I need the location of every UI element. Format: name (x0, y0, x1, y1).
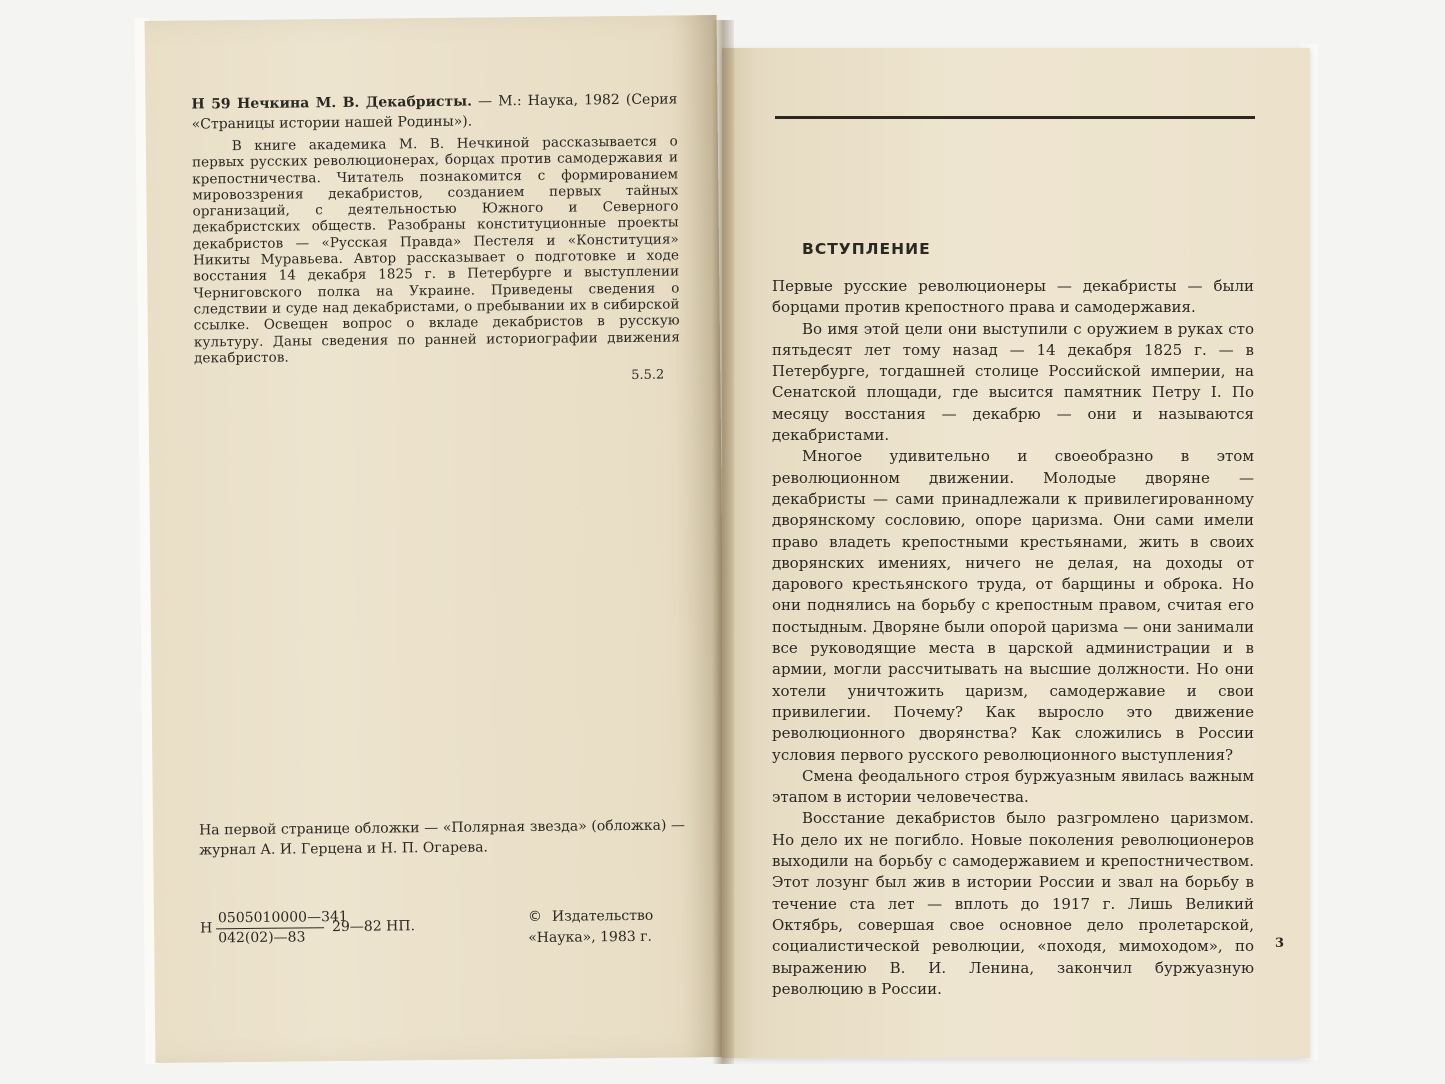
publisher-line-2: «Наука», 1983 г. (528, 928, 653, 947)
catalog-denominator: 042(02)—83 (218, 929, 306, 947)
catalog-tail: 29—82 НП. (331, 918, 416, 936)
paragraph: Смена феодального строя буржуазным явилась важным этапом в истории человечества. (772, 766, 1254, 807)
catalog-numerator: 0505010000—341 (217, 908, 348, 927)
copyright-notice (528, 906, 654, 949)
paragraph: Первые русские революционеры — декабристы — были борцами против крепостного права и самодержавия. (772, 277, 1254, 317)
book-gutter (712, 20, 734, 1064)
paragraph: Многое удивительно и своеобразно в этом революционном движении. Молодые дворяне — декабристы — сами принадлежали к привилегированному дворянскому сословию, опоре царизма. Они сами имели право владеть крепостными крестьянами, жить в своих дворянских имениях, ничего не делая, на доходы от дарового крестьянского труда, от барщины и оброка. Но они поднялись на борьбу с крепостным правом, считая его постыдным. Дворяне были опорой царизма — они занимали все руководящие места в царской администрации и в армии, могли рассчитывать на высшие должности. Но они хотели уничтожить царизм, самодержавие и свои привилегии. Почему? Как выросло это движение революционного дворянства? Как сложились в России условия первого русского революционного выступления? (772, 447, 1254, 764)
bibliography-rest: — М.: Наука, 1982 (Серия «Страницы истории нашей Родины»). (191, 91, 678, 133)
chapter-heading: ВСТУПЛЕНИЕ (802, 240, 931, 258)
chapter-body (772, 276, 1254, 1000)
right-page (722, 48, 1310, 1058)
page-number: 3 (1275, 936, 1285, 951)
copyright-icon: © (527, 908, 543, 926)
classification-code: 5.5.2 (631, 367, 665, 383)
bibliographic-entry (191, 89, 677, 134)
paragraph: Во имя этой цели они выступили с оружием в руках сто пятьдесят лет тому назад — 14 декабря 1825 г. — в Петербурге, тогдашней столице Российской империи, на Сенатской площади, где высится памятник Петру I. По месяцу восстания — декабрю — они и называются декабристами. (772, 319, 1254, 445)
cover-note: На первой странице обложки — «Полярная звезда» (обложка) — журнал А. И. Герцена и Н. П. Огарева. (198, 817, 686, 859)
imprint-block (200, 905, 687, 970)
bibliography-head: Н 59 Нечкина М. В. Декабристы. (191, 93, 473, 113)
catalog-letter: Н (199, 920, 213, 937)
book-abstract: В книге академика М. В. Нечкиной рассказывается о первых русских революционерах, борцах против самодержавия и крепостничества. Читатель познакомится с формированием мировоззрения декабристов, созданием первых тайных организаций, с деятельностью Южного и Северного декабристских обществ. Разобраны конституционные проекты декабристов — «Русская Правда» Пестеля и «Конституция» Никиты Муравьева. Автор рассказывает о подготовке и ходе восстания 14 декабря 1825 г. в Петербурге и выступлении Черниговского полка на Украине. Приведены сведения о следствии и суде над декабристами, о пребывании их в сибирской ссылке. Освещен вопрос о вкладе декабристов в русскую культуру. Даны сведения по ранней историографии движения декабристов. (191, 133, 680, 367)
left-page (145, 15, 728, 1063)
publisher-line-1: Издательство (551, 907, 654, 925)
header-rule (775, 116, 1255, 119)
paragraph: Восстание декабристов было разгромлено царизмом. Но дело их не погибло. Новые поколения революционеров выходили на борьбу с самодержавием и крепостничеством. Этот лозунг был жив в истории России и звал на борьбу в течение ста лет — вплоть до 1917 г. Лишь Великий Октябрь, совершая свое основное дело пролетарской, социалистической революции, «походя, мимоходом», по выражению В. И. Ленина, закончил буржуазную революцию в России. (772, 809, 1254, 998)
